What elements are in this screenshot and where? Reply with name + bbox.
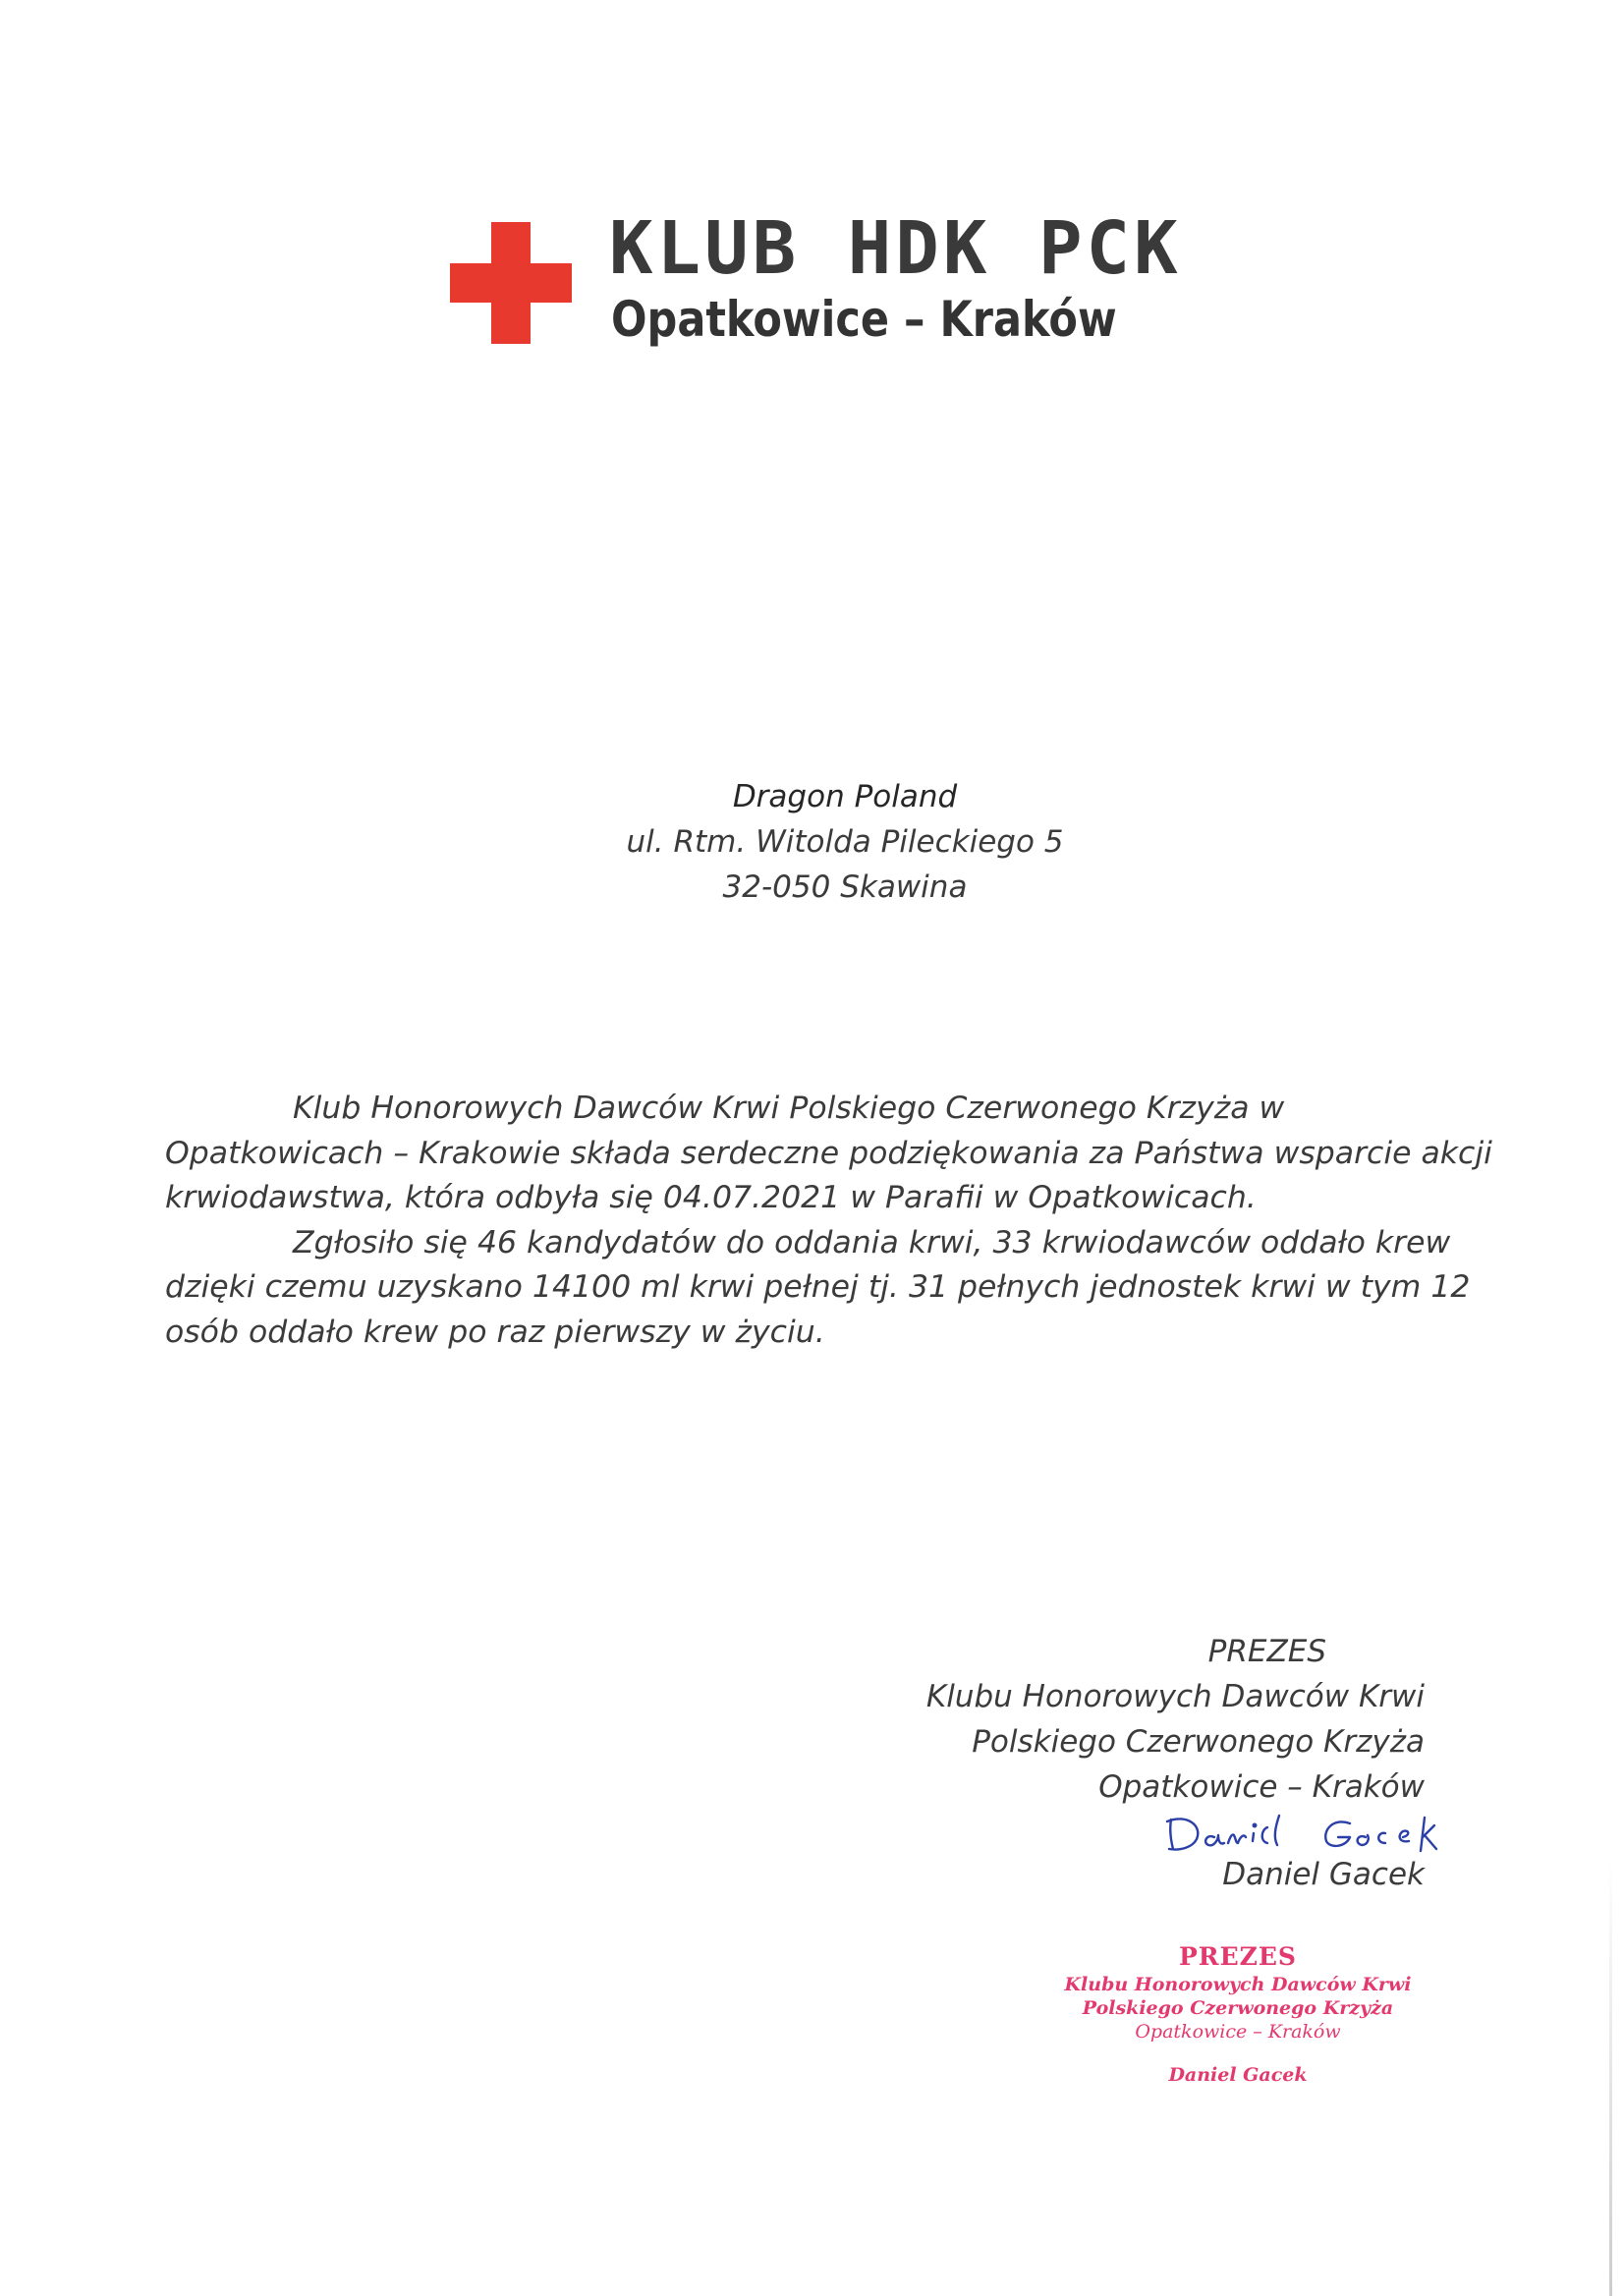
recipient-street: ul. Rtm. Witolda Pileckiego 5 [626, 824, 1064, 860]
body-line: osób oddało krew po raz pierwszy w życiu. [165, 1314, 825, 1350]
stamp-line-3: Opatkowice – Kraków [1135, 2021, 1341, 2043]
stamp-title: PREZES [1179, 1942, 1297, 1971]
body-line: Opatkowicach – Krakowie składa serdeczne podziękowania za Państwa wsparcie akcji [165, 1135, 1492, 1171]
red-cross-icon [450, 222, 572, 344]
signature-block [865, 1629, 1425, 1810]
stamp-line-2: Polskiego Czerwonego Krzyża [1082, 1997, 1394, 2019]
signature-title: PREZES [1207, 1634, 1326, 1669]
stamp-line-1: Klubu Honorowych Dawców Krwi [1064, 1974, 1412, 1995]
recipient-city: 32-050 Skawina [722, 869, 968, 905]
club-subtitle: Opatkowice – Kraków [611, 291, 1117, 348]
letterhead [450, 206, 1182, 350]
signature-org-line-1: Klubu Honorowych Dawców Krwi [925, 1679, 1425, 1714]
stamp-name: Daniel Gacek [1168, 2064, 1308, 2086]
signer-name: Daniel Gacek [1222, 1857, 1425, 1892]
body-line: Zgłosiło się 46 kandydatów do oddania krwi, 33 krwiodawców oddało krew [293, 1224, 1451, 1260]
signature-org-line-3: Opatkowice – Kraków [1098, 1769, 1425, 1805]
club-title: KLUB HDK PCK [609, 206, 1182, 291]
recipient-name: Dragon Poland [732, 779, 958, 814]
letter-body [165, 1087, 1492, 1356]
recipient-address [550, 774, 1140, 910]
president-stamp [1041, 1941, 1434, 2087]
body-line: krwiodawstwa, która odbyła się 04.07.2021 w Parafii w Opatkowicach. [165, 1180, 1257, 1216]
signature-org-line-2: Polskiego Czerwonego Krzyża [972, 1724, 1425, 1760]
scan-page-edge [1609, 1857, 1612, 2296]
body-line: dzięki czemu uzyskano 14100 ml krwi pełnej tj. 31 pełnych jednostek krwi w tym 12 [165, 1269, 1471, 1306]
body-line: Klub Honorowych Dawców Krwi Polskiego Czerwonego Krzyża w [293, 1091, 1285, 1126]
